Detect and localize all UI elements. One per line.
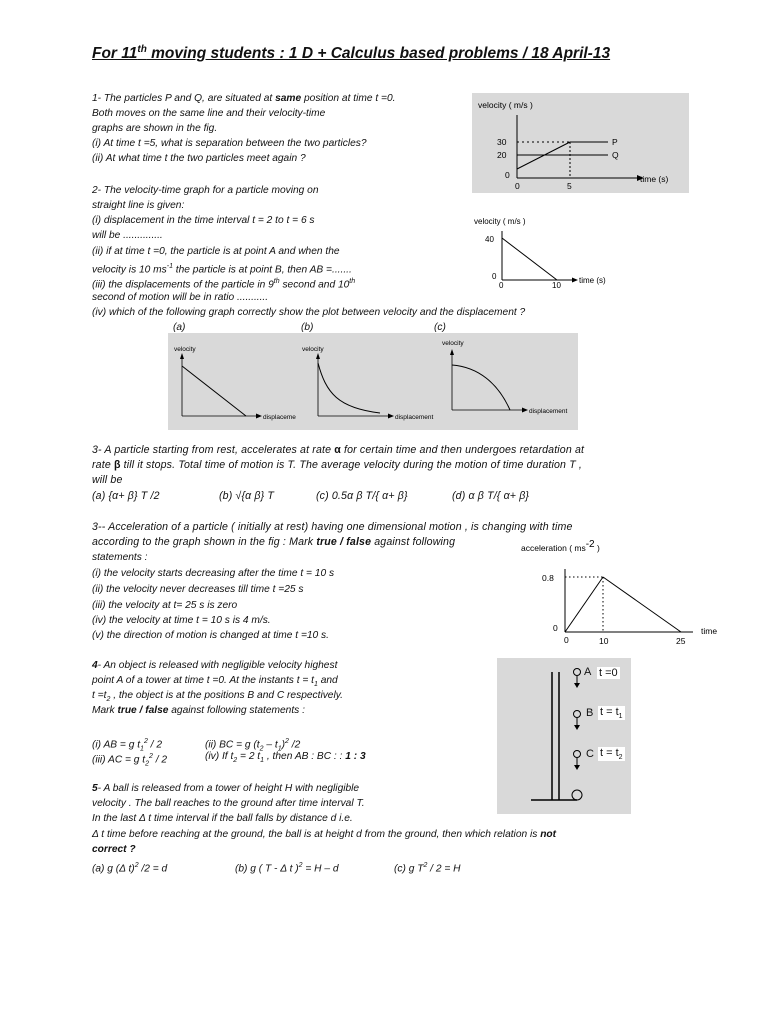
q2-options-graphs: [168, 333, 578, 430]
q2-graph-ylabel: velocity ( m/s ): [474, 217, 526, 226]
q3b-tick-x0: 0: [564, 635, 569, 645]
q1-line2: Both moves on the same line and their velocity-time: [92, 108, 326, 119]
q5-line5: correct ?: [92, 844, 136, 855]
q3b-graph-ylabel: acceleration ( ms-2 ): [521, 539, 600, 553]
q1-tick-30: 30: [497, 137, 507, 147]
q4-fig-time-b: $t = t_1$: [600, 706, 623, 721]
q3b-tick-08: 0.8: [542, 573, 554, 583]
q2-line9: (iv) which of the following graph correctly show the plot between velocity and the displacement ?: [92, 307, 526, 318]
q2-tick-40: 40: [485, 235, 494, 244]
q2-line4: will be ..............: [92, 230, 163, 241]
q3b-graph-xlabel: time: [701, 626, 718, 636]
q3b-line2: according to the graph shown in the fig : Mark true / false against following: [92, 536, 456, 548]
q5-option-a: (a) g (Δ t)$^2$ /2 = d: [92, 862, 168, 875]
q3b-line3: statements :: [92, 552, 148, 563]
q2-a-ylabel: velocity: [174, 346, 196, 353]
q3b-statement-1: (i) the velocity starts decreasing after the time t = 10 s: [92, 568, 335, 579]
q4-line4: Mark true / false against following statements :: [92, 705, 305, 716]
q4-statement-4: (iv) If $t_2 = 2$ $t_1$ , then AB : BC : : 1 : 3: [205, 751, 366, 765]
q3-option-c: (c) 0.5α β T/{ α+ β}: [316, 490, 408, 502]
q1-line5: (ii) At what time t the two particles meet again ?: [92, 153, 306, 164]
q2-option-c-label: (c): [434, 322, 446, 333]
q4-tower-figure: [497, 658, 631, 814]
q1-line4: (i) At time t =5, what is separation between the two particles?: [92, 138, 367, 149]
q3-option-a: (a) {α+ β} T /2: [92, 490, 160, 502]
q4-fig-time-a: t =0: [599, 667, 618, 679]
q4-line2: point A of a tower at time t =0. At the instants $t = t_1$ and: [92, 675, 338, 689]
q1-vt-graph: [472, 93, 689, 193]
q2-line3: (i) displacement in the time interval t = 2 to t = 6 s: [92, 215, 315, 226]
q2-vt-graph: [472, 213, 622, 293]
q4-statement-2: (ii) BC = g $(t_2 - t_1)^2$ /2: [205, 738, 301, 753]
q1-graph-panel: [472, 93, 689, 193]
q4-tower-svg: [497, 658, 631, 814]
q1-tick-x5: 5: [567, 181, 572, 191]
q4-fig-label-c: C: [586, 748, 594, 760]
q2-tick-y0: 0: [492, 272, 497, 281]
q3b-statement-5: (v) the direction of motion is changed at time t =10 s.: [92, 630, 329, 641]
q3b-tick-x25: 25: [676, 636, 686, 646]
q4-fig-time-c: $t = t_2$: [600, 747, 623, 762]
q3b-statement-4: (iv) the velocity at time t = 10 s is 4 m/s.: [92, 615, 271, 626]
q2-tick-x0: 0: [499, 281, 504, 290]
q1-tick-x0: 0: [515, 181, 520, 191]
q1-line3: graphs are shown in the fig.: [92, 123, 218, 134]
q1-tick-20: 20: [497, 150, 507, 160]
q5-line1: 5- A ball is released from a tower of height H with negligible: [92, 783, 360, 794]
q5-line2: velocity . The ball reaches to the ground after time interval T.: [92, 798, 365, 809]
q2-line7: (iii) the displacements of the particle in 9th second and 10th: [92, 278, 356, 291]
q2-line8: second of motion will be in ratio ...........: [92, 292, 269, 303]
q3-line1: 3- A particle starting from rest, accelerates at rate α for certain time and then undergoes retardation at: [92, 444, 585, 456]
q2-graph-xlabel: time (s): [579, 276, 606, 285]
q3b-tick-y0: 0: [553, 623, 558, 633]
q3b-line1: 3-- Acceleration of a particle ( initially at rest) having one dimensional motion , is changing with time: [92, 521, 573, 533]
q2-options-panel: [168, 333, 578, 430]
q2-b-ylabel: velocity: [302, 346, 324, 353]
q2-tick-x10: 10: [552, 281, 561, 290]
q3b-statement-3: (iii) the velocity at t= 25 s is zero: [92, 600, 238, 611]
q3-line2: rate β till it stops. Total time of motion is T. The average velocity during the motion of time duration T ,: [92, 459, 583, 471]
q3b-statement-2: (ii) the velocity never decreases till time t =25 s: [92, 584, 304, 595]
q1-graph-ylabel: velocity ( m/s ): [478, 100, 533, 110]
q3-option-b: (b) √{α β} T: [219, 490, 275, 502]
q1-graph-xlabel: time (s): [640, 174, 669, 184]
q2-line2: straight line is given:: [92, 200, 185, 211]
q2-c-xlabel: displacement: [529, 408, 568, 415]
q2-option-b-label: (b): [301, 322, 314, 333]
q4-statement-3: (iii) AC = g $t_2^2 / 2$: [92, 753, 168, 768]
q4-line3: $t =t_2$ , the object is at the positions B and C respectively.: [92, 690, 343, 704]
q4-fig-label-a: A: [584, 666, 592, 678]
page-title: For 11th moving students : 1 D + Calculus based problems / 18 April-13: [92, 44, 611, 63]
q5-option-c: (c) g $T^2 / 2 = H$: [394, 862, 461, 875]
q1-tick-y0: 0: [505, 170, 510, 180]
q3-option-d: (d) α β T/{ α+ β}: [452, 490, 530, 502]
q4-fig-label-b: B: [586, 707, 594, 719]
q4-line1: 4- An object is released with negligible velocity highest: [92, 660, 338, 671]
q2-option-a-label: (a): [173, 322, 186, 333]
q2-b-xlabel: displacement: [395, 414, 434, 421]
q2-a-xlabel: displaceme: [263, 414, 296, 421]
q3b-tick-x10: 10: [599, 636, 609, 646]
q2-line5: (ii) if at time t =0, the particle is at point A and when the: [92, 246, 340, 257]
q1-line1: 1- The particles P and Q, are situated at same position at time t =0.: [92, 93, 396, 104]
q5-line4: Δ t time before reaching at the ground, the ball is at height d from the ground, then which relation is not: [92, 829, 557, 840]
q4-statement-1: (i) AB = g $t_1^2 / 2$: [92, 738, 163, 753]
q3b-at-graph: [518, 537, 730, 649]
q1-label-q: Q: [612, 150, 619, 160]
q1-label-p: P: [612, 137, 618, 147]
q3-line3: will be: [92, 474, 123, 486]
q2-c-ylabel: velocity: [442, 340, 464, 347]
q5-line3: In the last Δ t time interval if the ball falls by distance d i.e.: [92, 813, 353, 824]
q5-option-b: (b) g ( T - Δ t )$^2$ = H – d: [235, 862, 339, 875]
q2-line6: velocity is 10 $ms^{-1}$ the particle is at point B, then AB =.......: [92, 263, 352, 276]
q2-line1: 2- The velocity-time graph for a particle moving on: [92, 185, 319, 196]
